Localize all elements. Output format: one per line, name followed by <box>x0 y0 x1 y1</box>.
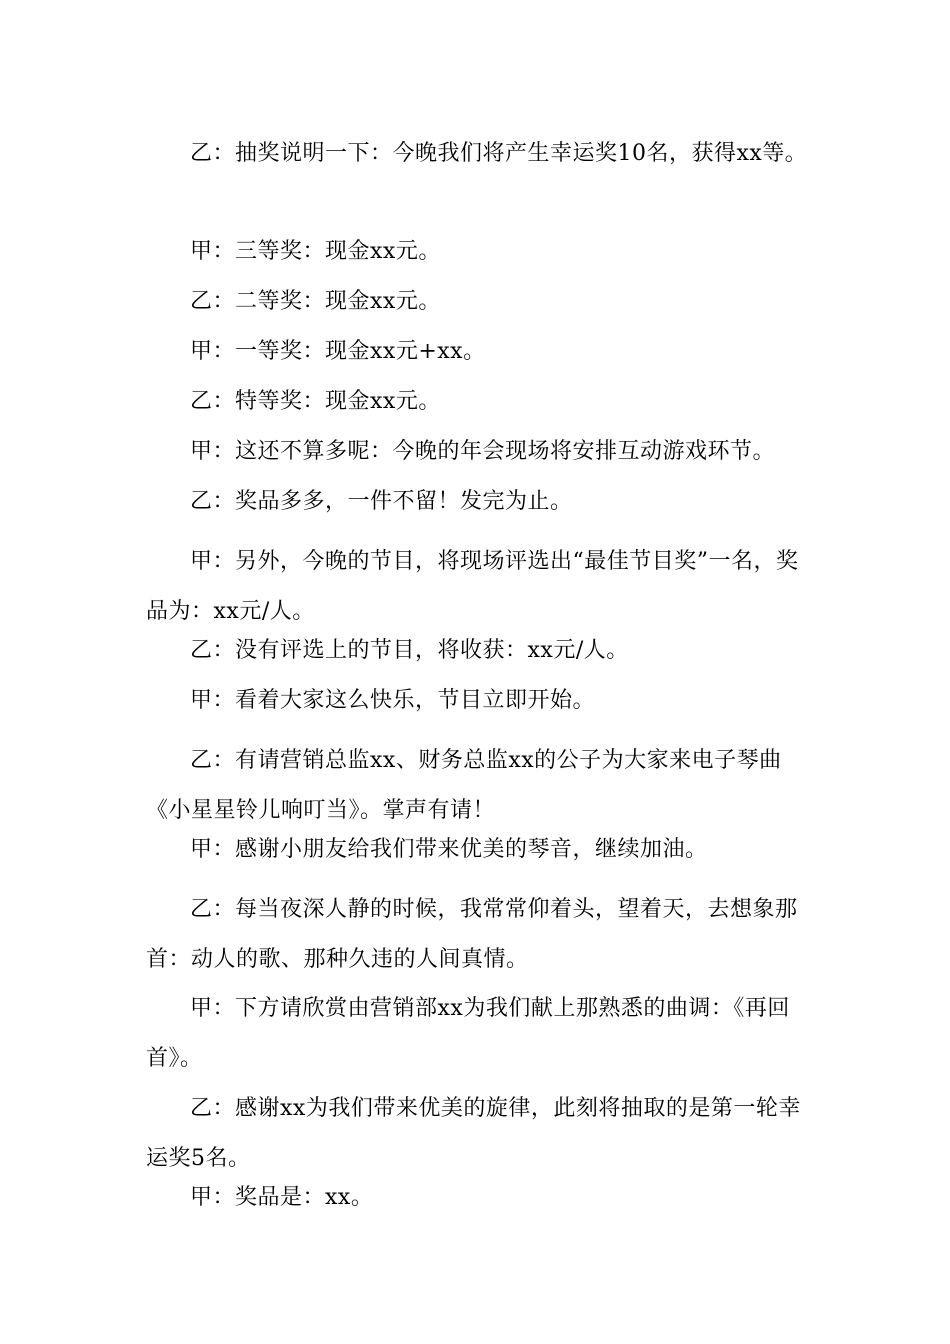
paragraph-piano-performance: 乙：有请营销总监xx、财务总监xx的公子为大家来电子琴曲《小星星铃儿响叮当》。掌声有请！ <box>146 748 782 823</box>
paragraph-grand-prize: 乙：特等奖：现金xx元。 <box>190 389 441 414</box>
paragraph-first-round-lucky: 乙：感谢xx为我们带来优美的旋律，此刻将抽取的是第一轮幸运奖5名。 <box>146 1096 801 1171</box>
paragraph-interactive-games: 甲：这还不算多呢：今晚的年会现场将安排互动游戏环节。 <box>190 439 776 464</box>
paragraph-best-program-award: 甲：另外，今晚的节目，将现场评选出“最佳节目奖”一名，奖品为：xx元/人。 <box>146 549 799 624</box>
paragraph-first-prize: 甲：一等奖：现金xx元+xx。 <box>190 339 486 364</box>
paragraph-not-selected: 乙：没有评选上的节目，将收获：xx元/人。 <box>190 638 629 663</box>
paragraph-prize-is: 甲：奖品是：xx。 <box>190 1185 374 1210</box>
paragraph-lottery-intro: 乙：抽奖说明一下：今晚我们将产生幸运奖10名，获得xx等。 <box>190 141 808 166</box>
paragraph-second-prize: 乙：二等奖：现金xx元。 <box>190 289 441 314</box>
paragraph-prizes-plenty: 乙：奖品多多，一件不留！发完为止。 <box>190 489 573 514</box>
paragraph-third-prize: 甲：三等奖：现金xx元。 <box>190 239 441 264</box>
paragraph-look-back-song: 甲：下方请欣赏由营销部xx为我们献上那熟悉的曲调：《再回首》。 <box>146 996 790 1071</box>
paragraph-thanks-child: 甲：感谢小朋友给我们带来优美的琴音，继续加油。 <box>190 837 708 862</box>
paragraph-late-night: 乙：每当夜深人静的时候，我常常仰着头，望着天，去想象那首：动人的歌、那种久违的人间真情。 <box>146 897 798 972</box>
paragraph-program-start: 甲：看着大家这么快乐，节目立即开始。 <box>190 688 596 713</box>
